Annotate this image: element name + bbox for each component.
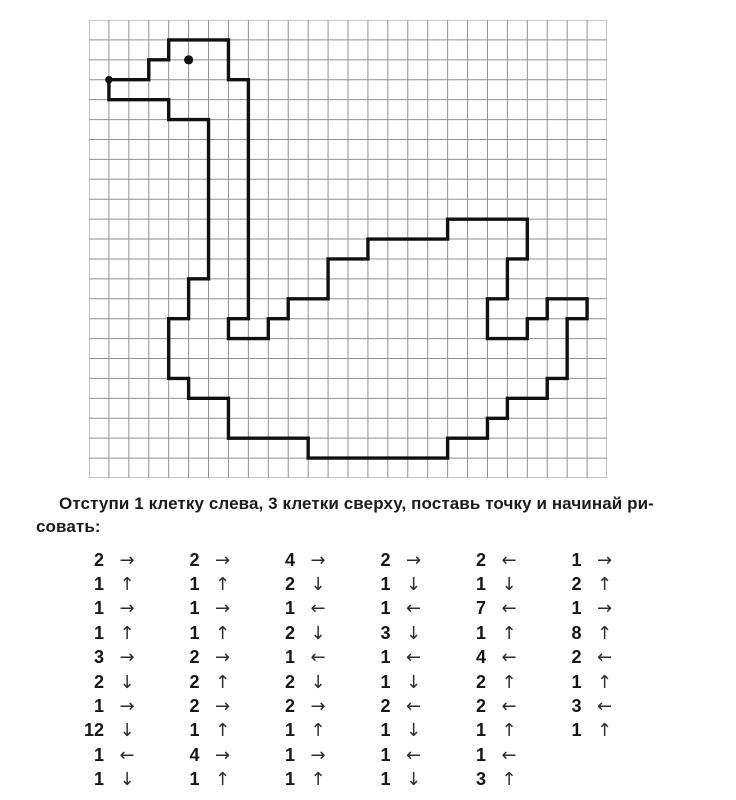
move-count: 1 bbox=[189, 574, 200, 595]
dictation-cell bbox=[164, 621, 238, 645]
move-arrow-icon: → bbox=[310, 696, 326, 718]
move-count: 3 bbox=[475, 769, 486, 790]
dictation-cell bbox=[259, 572, 333, 596]
dictation-cell bbox=[68, 768, 142, 792]
move-arrow-icon: ↓ bbox=[310, 574, 326, 596]
dictation-cell bbox=[68, 548, 142, 572]
move-arrow-icon: ↓ bbox=[119, 671, 135, 693]
move-arrow-icon: → bbox=[119, 696, 135, 718]
move-arrow-icon: ↑ bbox=[214, 574, 231, 596]
dictation-cell bbox=[164, 743, 238, 767]
dictation-cell bbox=[355, 743, 429, 767]
move-count: 1 bbox=[571, 549, 582, 570]
move-arrow-icon: → bbox=[214, 549, 231, 571]
dictation-cell bbox=[546, 694, 620, 718]
move-arrow-icon: ← bbox=[501, 647, 517, 669]
grid-figure-canvas bbox=[89, 20, 607, 478]
move-arrow-icon: ← bbox=[310, 647, 326, 669]
move-arrow-icon: → bbox=[596, 598, 613, 620]
dictation-column bbox=[450, 548, 524, 792]
move-count: 2 bbox=[571, 647, 582, 668]
dictation-cell bbox=[450, 670, 524, 694]
move-count: 2 bbox=[475, 549, 486, 570]
move-arrow-icon: → bbox=[214, 696, 231, 718]
move-count: 1 bbox=[284, 598, 295, 619]
instruction-line-1: Отступи 1 клетку слева, 3 клетки сверху, поставь точку и начинай ри- bbox=[59, 494, 654, 513]
move-arrow-icon: ↑ bbox=[596, 720, 613, 742]
move-arrow-icon: ← bbox=[405, 598, 422, 620]
dictation-cell bbox=[355, 694, 429, 718]
instruction-line-2: совать: bbox=[36, 516, 101, 536]
move-count: 2 bbox=[284, 671, 295, 692]
dictation-cell bbox=[355, 768, 429, 792]
move-count: 1 bbox=[475, 622, 486, 643]
move-count: 1 bbox=[571, 598, 582, 619]
dictation-cell bbox=[355, 670, 429, 694]
dictation-cell bbox=[259, 646, 333, 670]
move-arrow-icon: ↑ bbox=[501, 720, 517, 742]
move-count: 1 bbox=[189, 622, 200, 643]
dictation-cell bbox=[546, 597, 620, 621]
instruction-text bbox=[36, 493, 712, 538]
move-arrow-icon: → bbox=[596, 549, 613, 571]
move-count: 2 bbox=[93, 671, 104, 692]
dictation-cell bbox=[259, 548, 333, 572]
dictation-cell bbox=[546, 719, 620, 743]
dictation-cell bbox=[355, 719, 429, 743]
move-arrow-icon: ↑ bbox=[501, 769, 517, 791]
move-arrow-icon: → bbox=[214, 598, 231, 620]
move-count: 1 bbox=[93, 744, 104, 765]
dictation-cell bbox=[450, 621, 524, 645]
dictation-cell bbox=[164, 548, 238, 572]
move-count: 1 bbox=[93, 696, 104, 717]
move-arrow-icon: ↓ bbox=[405, 671, 422, 693]
dictation-column bbox=[259, 548, 333, 792]
dictation-cell bbox=[259, 768, 333, 792]
move-count: 2 bbox=[93, 549, 104, 570]
move-count: 2 bbox=[475, 671, 486, 692]
move-count: 2 bbox=[380, 696, 391, 717]
move-count: 12 bbox=[83, 720, 104, 741]
dictation-cell bbox=[68, 621, 142, 645]
move-arrow-icon: → bbox=[310, 549, 326, 571]
dictation-cell bbox=[164, 768, 238, 792]
move-arrow-icon: ↓ bbox=[405, 574, 422, 596]
dictation-cell bbox=[164, 719, 238, 743]
dictation-table bbox=[0, 548, 736, 796]
dictation-cell bbox=[355, 572, 429, 596]
move-arrow-icon: ↑ bbox=[310, 769, 326, 791]
move-arrow-icon: ← bbox=[501, 598, 517, 620]
move-arrow-icon: ← bbox=[596, 696, 613, 718]
dictation-column bbox=[355, 548, 429, 792]
move-arrow-icon: ← bbox=[501, 744, 517, 766]
move-count: 2 bbox=[475, 696, 486, 717]
dictation-column bbox=[164, 548, 238, 792]
move-arrow-icon: ↑ bbox=[596, 622, 613, 644]
dictation-cell bbox=[546, 621, 620, 645]
move-arrow-icon: → bbox=[214, 647, 231, 669]
dictation-cell bbox=[546, 646, 620, 670]
move-arrow-icon: ↓ bbox=[405, 769, 422, 791]
move-arrow-icon: ↑ bbox=[214, 769, 231, 791]
eye-dot bbox=[184, 55, 193, 64]
dictation-cell bbox=[546, 670, 620, 694]
dictation-cell bbox=[259, 597, 333, 621]
dictation-cell bbox=[355, 548, 429, 572]
move-count: 2 bbox=[284, 574, 295, 595]
dictation-cell bbox=[546, 572, 620, 596]
dictation-cell bbox=[164, 597, 238, 621]
move-count: 3 bbox=[380, 622, 391, 643]
move-arrow-icon: ↓ bbox=[405, 622, 422, 644]
move-count: 1 bbox=[380, 671, 391, 692]
move-count: 1 bbox=[189, 720, 200, 741]
dictation-cell bbox=[164, 694, 238, 718]
move-count: 2 bbox=[189, 647, 200, 668]
move-count: 1 bbox=[93, 769, 104, 790]
move-arrow-icon: ← bbox=[405, 696, 422, 718]
move-count: 1 bbox=[284, 647, 295, 668]
move-arrow-icon: → bbox=[119, 598, 135, 620]
dictation-cell bbox=[450, 694, 524, 718]
move-count: 4 bbox=[189, 744, 200, 765]
dictation-cell bbox=[450, 719, 524, 743]
move-count: 1 bbox=[189, 769, 200, 790]
dictation-cell bbox=[68, 719, 142, 743]
move-count: 7 bbox=[475, 598, 486, 619]
dictation-cell bbox=[450, 572, 524, 596]
move-count: 3 bbox=[571, 696, 582, 717]
move-arrow-icon: ↑ bbox=[310, 720, 326, 742]
move-arrow-icon: ← bbox=[596, 647, 613, 669]
move-count: 2 bbox=[189, 671, 200, 692]
dictation-column bbox=[546, 548, 620, 743]
move-count: 1 bbox=[475, 720, 486, 741]
move-count: 2 bbox=[571, 574, 582, 595]
move-arrow-icon: ↓ bbox=[501, 574, 517, 596]
move-count: 2 bbox=[284, 696, 295, 717]
move-count: 1 bbox=[380, 574, 391, 595]
move-count: 1 bbox=[284, 769, 295, 790]
move-arrow-icon: ↓ bbox=[310, 671, 326, 693]
move-arrow-icon: → bbox=[119, 549, 135, 571]
move-count: 2 bbox=[189, 696, 200, 717]
move-arrow-icon: ← bbox=[310, 598, 326, 620]
move-arrow-icon: ↓ bbox=[119, 769, 135, 791]
move-count: 2 bbox=[189, 549, 200, 570]
move-arrow-icon: ↑ bbox=[214, 671, 231, 693]
dictation-cell bbox=[259, 670, 333, 694]
move-arrow-icon: → bbox=[119, 647, 135, 669]
dictation-cell bbox=[68, 743, 142, 767]
dictation-cell bbox=[68, 646, 142, 670]
move-arrow-icon: ↑ bbox=[501, 622, 517, 644]
dictation-cell bbox=[259, 719, 333, 743]
move-count: 1 bbox=[571, 671, 582, 692]
move-arrow-icon: ↑ bbox=[119, 622, 135, 644]
move-arrow-icon: ↑ bbox=[214, 622, 231, 644]
move-arrow-icon: ← bbox=[501, 696, 517, 718]
dictation-cell bbox=[68, 572, 142, 596]
dictation-cell bbox=[68, 597, 142, 621]
move-arrow-icon: ↓ bbox=[405, 720, 422, 742]
move-count: 2 bbox=[380, 549, 391, 570]
dictation-cell bbox=[164, 670, 238, 694]
move-count: 1 bbox=[284, 744, 295, 765]
move-arrow-icon: ← bbox=[119, 744, 135, 766]
move-arrow-icon: ↑ bbox=[501, 671, 517, 693]
move-count: 2 bbox=[284, 622, 295, 643]
move-count: 1 bbox=[93, 574, 104, 595]
dictation-cell bbox=[450, 646, 524, 670]
move-arrow-icon: ↑ bbox=[214, 720, 231, 742]
move-count: 1 bbox=[475, 574, 486, 595]
move-arrow-icon: ← bbox=[501, 549, 517, 571]
move-arrow-icon: → bbox=[405, 549, 422, 571]
move-arrow-icon: ← bbox=[405, 744, 422, 766]
move-arrow-icon: ↑ bbox=[119, 574, 135, 596]
move-arrow-icon: ↓ bbox=[310, 622, 326, 644]
move-count: 1 bbox=[571, 720, 582, 741]
move-count: 1 bbox=[475, 744, 486, 765]
move-count: 1 bbox=[380, 744, 391, 765]
move-count: 3 bbox=[93, 647, 104, 668]
dictation-column bbox=[68, 548, 142, 792]
move-count: 1 bbox=[93, 622, 104, 643]
dictation-cell bbox=[450, 768, 524, 792]
move-count: 1 bbox=[380, 647, 391, 668]
move-count: 1 bbox=[380, 720, 391, 741]
move-count: 1 bbox=[93, 598, 104, 619]
dictation-cell bbox=[450, 597, 524, 621]
start-point-dot bbox=[105, 76, 113, 84]
dictation-cell bbox=[450, 548, 524, 572]
move-arrow-icon: → bbox=[310, 744, 326, 766]
dictation-cell bbox=[355, 597, 429, 621]
move-count: 1 bbox=[380, 769, 391, 790]
dictation-cell bbox=[68, 670, 142, 694]
dictation-cell bbox=[164, 572, 238, 596]
move-count: 1 bbox=[380, 598, 391, 619]
move-arrow-icon: ↑ bbox=[596, 671, 613, 693]
move-count: 8 bbox=[571, 622, 582, 643]
dictation-cell bbox=[259, 743, 333, 767]
move-count: 4 bbox=[284, 549, 295, 570]
dictation-cell bbox=[355, 621, 429, 645]
dictation-cell bbox=[546, 548, 620, 572]
move-count: 1 bbox=[189, 598, 200, 619]
move-arrow-icon: ↑ bbox=[596, 574, 613, 596]
dictation-cell bbox=[259, 621, 333, 645]
move-arrow-icon: → bbox=[214, 744, 231, 766]
dictation-cell bbox=[450, 743, 524, 767]
dictation-cell bbox=[68, 694, 142, 718]
dictation-cell bbox=[164, 646, 238, 670]
dictation-cell bbox=[259, 694, 333, 718]
dictation-cell bbox=[355, 646, 429, 670]
move-count: 4 bbox=[475, 647, 486, 668]
move-arrow-icon: ← bbox=[405, 647, 422, 669]
move-arrow-icon: ↓ bbox=[119, 720, 135, 742]
grid-figure-area bbox=[89, 20, 607, 478]
move-count: 1 bbox=[284, 720, 295, 741]
